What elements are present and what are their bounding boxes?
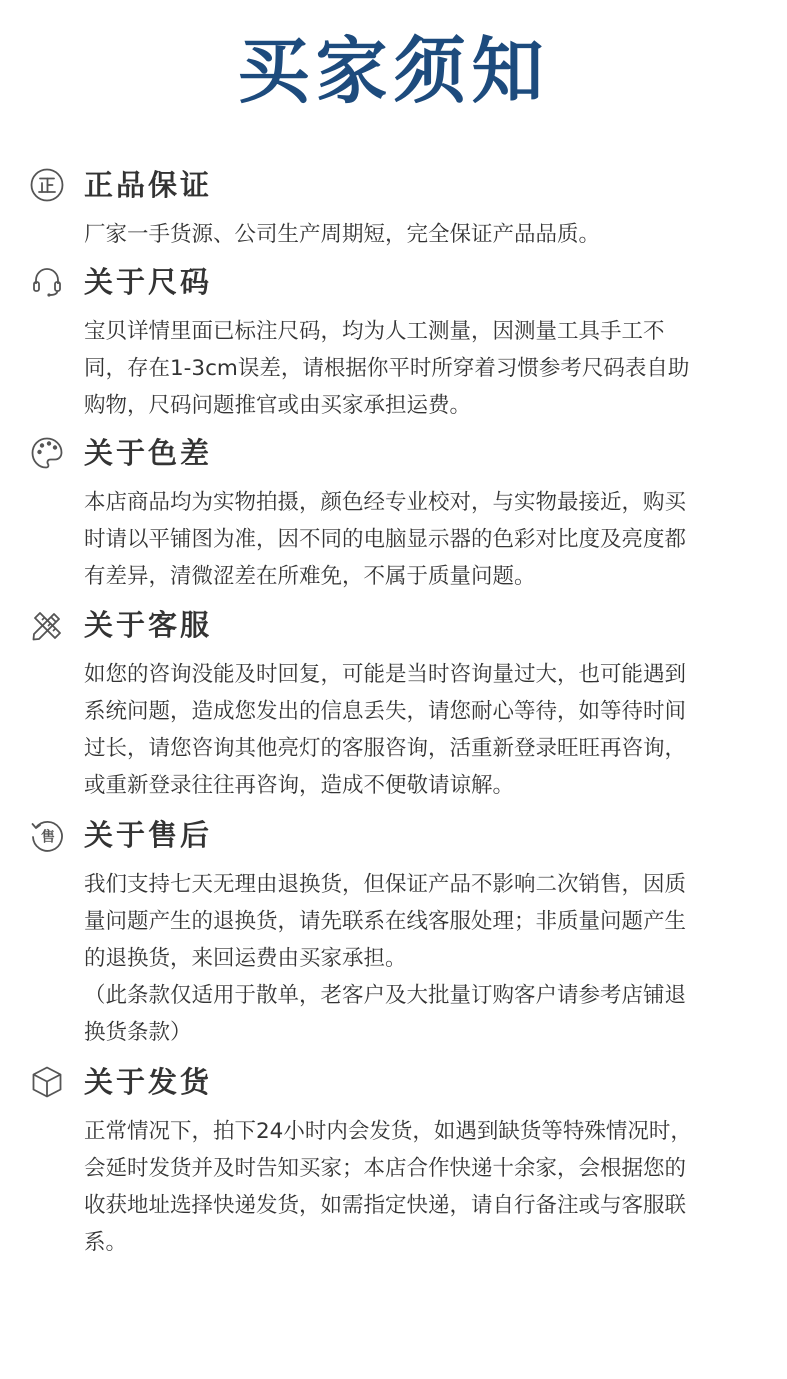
body-line: 的退换货，来回运费由买家承担。 [84,946,407,971]
section-customer-service [0,603,787,804]
body-line: 如您的咨询没能及时回复，可能是当时咨询量过大，也可能遇到 [84,662,687,687]
body-line: 厂家一手货源、公司生产周期短，完全保证产品品质。 [84,222,601,247]
section-heading: 关于色差 [84,436,213,470]
section-color-difference [0,431,787,595]
body-line: 正常情况下，拍下24小时内会发货，如遇到缺货等特殊情况时， [84,1119,692,1144]
body-line: 有差异，清微涩差在所难免，不属于质量问题。 [84,564,536,589]
body-line: 系。 [84,1230,128,1255]
section-heading: 关于客服 [84,608,213,642]
section-shipping [0,1060,787,1261]
body-line: 宝贝详情里面已标注尺码，均为人工测量，因测量工具手工不 [84,319,665,344]
body-line: 或重新登录往往再咨询，造成不便敬请谅解。 [84,773,515,798]
body-line: 时请以平铺图为准，因不同的电脑显示器的色彩对比度及亮度都 [84,527,687,552]
headset-icon [29,264,65,300]
body-line: 本店商品均为实物拍摄，颜色经专业校对，与实物最接近，购买 [84,490,687,515]
section-size [0,260,787,424]
body-line: 购物，尺码问题推官或由买家承担运费。 [84,393,472,418]
after-sale-icon-glyph: 售 [41,829,55,846]
body-line: 过长，请您咨询其他亮灯的客服咨询，活重新登录旺旺再咨询， [84,736,687,761]
after-sale-icon [29,817,65,853]
box-icon [29,1064,65,1100]
section-body [84,1113,760,1261]
body-line: 同，存在1-3cm误差，请根据你平时所穿着习惯参考尺码表自助 [84,356,690,381]
body-line: 量问题产生的退换货，请先联系在线客服处理；非质量问题产生 [84,909,687,934]
body-line: （此条款仅适用于散单，老客户及大批量订购客户请参考店铺退 [84,983,687,1008]
body-line: 系统问题，造成您发出的信息丢失，请您耐心等待，如等待时间 [84,699,687,724]
page-title: 买家须知 [237,29,550,113]
section-body [84,216,760,253]
body-line: 收获地址选择快递发货，如需指定快递，请自行备注或与客服联 [84,1193,687,1218]
pencil-ruler-icon [29,607,65,643]
section-body [84,866,760,1051]
body-line: 换货条款） [84,1020,192,1045]
section-body [84,484,760,595]
section-after-sales [0,813,787,1051]
section-authentic-guarantee [0,163,787,253]
palette-icon [29,435,65,471]
section-heading: 关于发货 [84,1065,213,1099]
section-heading: 关于售后 [84,818,213,852]
zheng-badge-icon [29,167,65,203]
section-heading: 关于尺码 [84,265,213,299]
section-body [84,656,760,804]
section-body [84,313,760,424]
body-line: 我们支持七天无理由退换货，但保证产品不影响二次销售，因质 [84,872,687,897]
body-line: 会延时发货并及时告知买家；本店合作快递十余家，会根据您的 [84,1156,687,1181]
section-heading: 正品保证 [84,168,213,202]
